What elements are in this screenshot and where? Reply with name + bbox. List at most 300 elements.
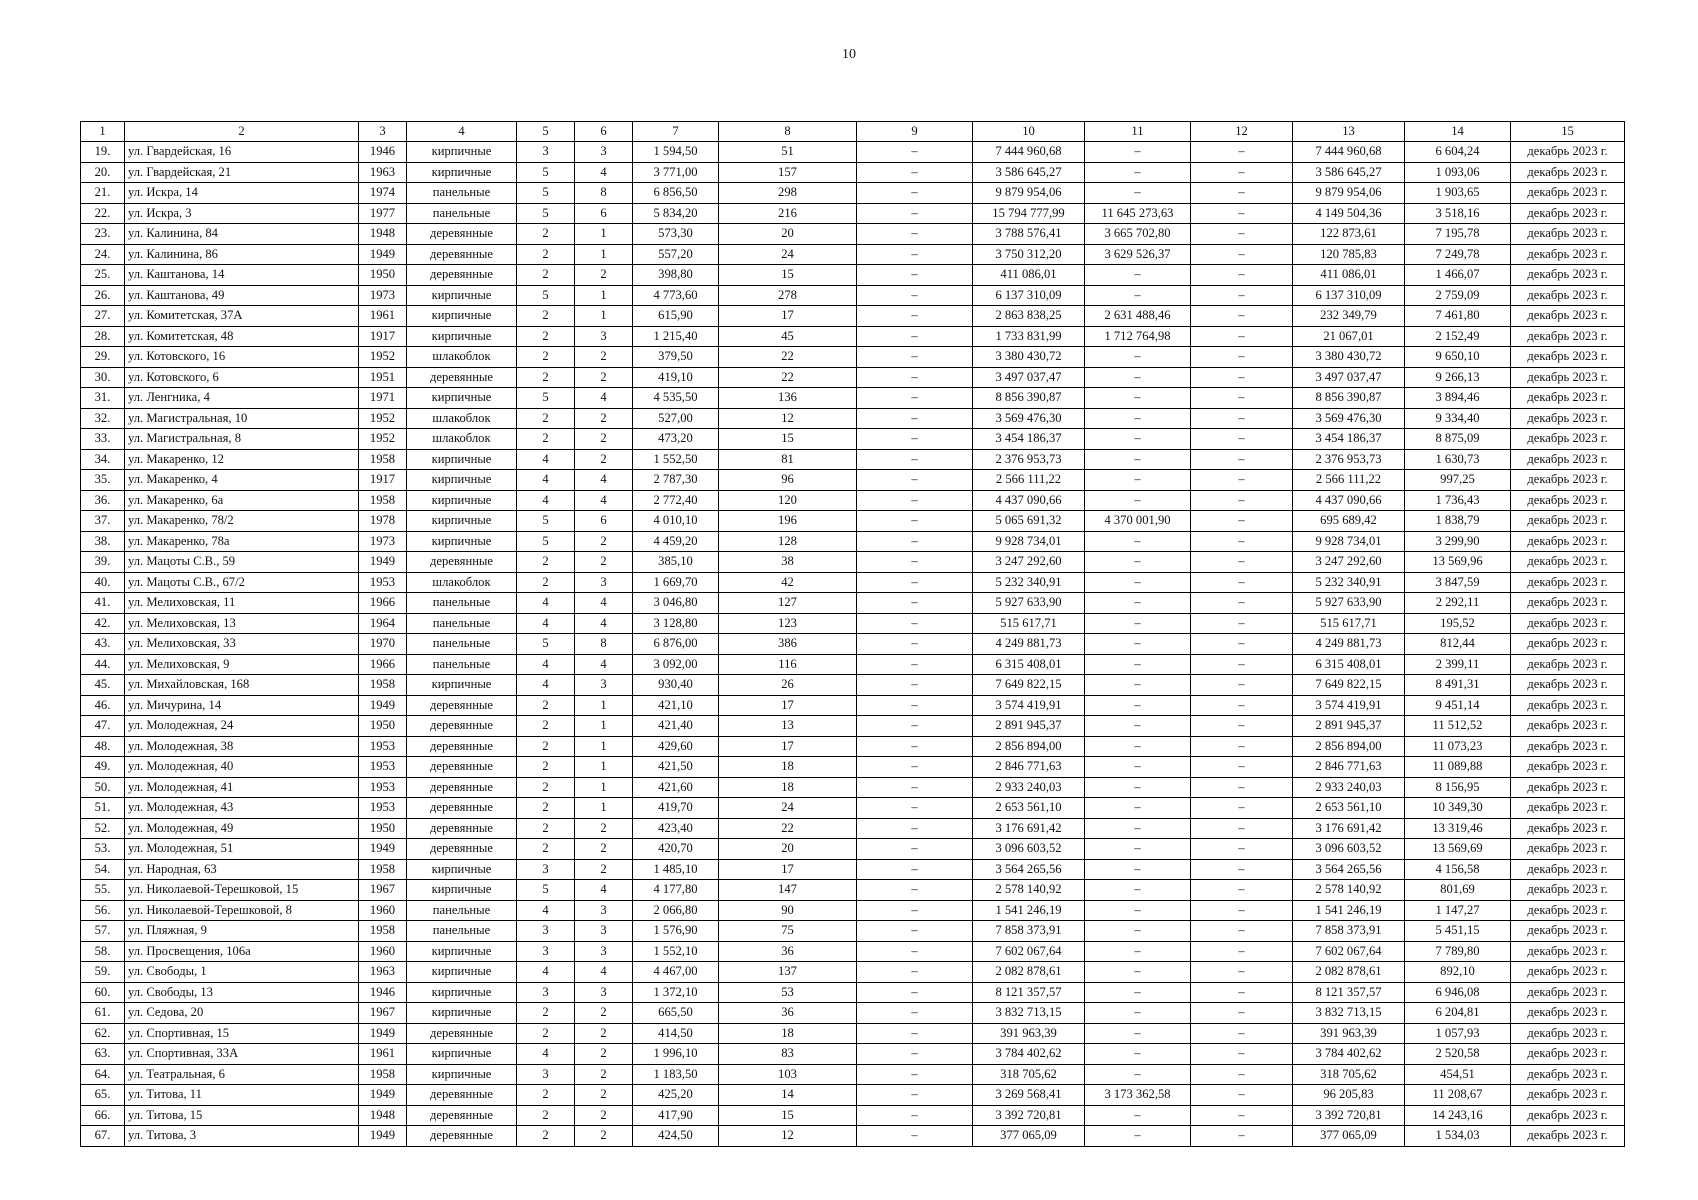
- cell-entrances: 1: [575, 244, 633, 265]
- cell-year-built: 1951: [359, 367, 407, 388]
- cell-col-11: –: [1085, 962, 1191, 983]
- cell-address: ул. Николаевой-Терешковой, 15: [125, 880, 359, 901]
- cell-entrances: 2: [575, 818, 633, 839]
- column-header-11: 11: [1085, 122, 1191, 142]
- cell-total-cost: 377 065,09: [973, 1126, 1085, 1147]
- cell-entrances: 4: [575, 490, 633, 511]
- cell-address: ул. Титова, 3: [125, 1126, 359, 1147]
- cell-col-11: 1 712 764,98: [1085, 326, 1191, 347]
- cell-area: 3 128,80: [633, 613, 719, 634]
- cell-col-11: –: [1085, 921, 1191, 942]
- cell-year-built: 1949: [359, 695, 407, 716]
- table-row: [81, 859, 1625, 880]
- cell-deadline: декабрь 2023 г.: [1511, 736, 1625, 757]
- cell-col-14: 997,25: [1405, 470, 1511, 491]
- cell-row-number: 48.: [81, 736, 125, 757]
- cell-floors: 4: [517, 1044, 575, 1065]
- cell-col-11: –: [1085, 572, 1191, 593]
- cell-col-11: –: [1085, 162, 1191, 183]
- cell-col-12: –: [1191, 593, 1293, 614]
- cell-year-built: 1960: [359, 900, 407, 921]
- table-row: [81, 1064, 1625, 1085]
- cell-col-9: –: [857, 552, 973, 573]
- cell-col-11: –: [1085, 490, 1191, 511]
- cell-col-14: 7 195,78: [1405, 224, 1511, 245]
- cell-deadline: декабрь 2023 г.: [1511, 142, 1625, 163]
- cell-address: ул. Мичурина, 14: [125, 695, 359, 716]
- cell-residents: 15: [719, 1105, 857, 1126]
- cell-residents: 13: [719, 716, 857, 737]
- cell-col-14: 9 334,40: [1405, 408, 1511, 429]
- cell-col-14: 2 152,49: [1405, 326, 1511, 347]
- cell-total-cost: 3 569 476,30: [973, 408, 1085, 429]
- cell-col-13: 3 392 720,81: [1293, 1105, 1405, 1126]
- cell-year-built: 1917: [359, 326, 407, 347]
- cell-col-13: 5 232 340,91: [1293, 572, 1405, 593]
- cell-address: ул. Молодежная, 51: [125, 839, 359, 860]
- table-row: [81, 900, 1625, 921]
- cell-total-cost: 1 541 246,19: [973, 900, 1085, 921]
- cell-area: 4 459,20: [633, 531, 719, 552]
- cell-year-built: 1963: [359, 162, 407, 183]
- cell-residents: 136: [719, 388, 857, 409]
- table-row: [81, 429, 1625, 450]
- cell-wall-material: деревянные: [407, 1126, 517, 1147]
- cell-area: 4 773,60: [633, 285, 719, 306]
- cell-wall-material: кирпичные: [407, 1064, 517, 1085]
- cell-row-number: 63.: [81, 1044, 125, 1065]
- header-row: [81, 122, 1625, 142]
- cell-wall-material: кирпичные: [407, 162, 517, 183]
- cell-col-12: –: [1191, 244, 1293, 265]
- cell-col-14: 1 093,06: [1405, 162, 1511, 183]
- cell-deadline: декабрь 2023 г.: [1511, 326, 1625, 347]
- table-row: [81, 306, 1625, 327]
- cell-entrances: 1: [575, 757, 633, 778]
- cell-address: ул. Котовского, 16: [125, 347, 359, 368]
- cell-total-cost: 6 315 408,01: [973, 654, 1085, 675]
- cell-residents: 51: [719, 142, 857, 163]
- cell-entrances: 2: [575, 1085, 633, 1106]
- cell-floors: 2: [517, 347, 575, 368]
- cell-row-number: 52.: [81, 818, 125, 839]
- table-row: [81, 449, 1625, 470]
- cell-col-11: –: [1085, 613, 1191, 634]
- cell-year-built: 1917: [359, 470, 407, 491]
- cell-entrances: 1: [575, 306, 633, 327]
- cell-floors: 2: [517, 1105, 575, 1126]
- cell-col-11: –: [1085, 716, 1191, 737]
- cell-deadline: декабрь 2023 г.: [1511, 654, 1625, 675]
- cell-floors: 2: [517, 429, 575, 450]
- cell-floors: 3: [517, 142, 575, 163]
- cell-col-11: –: [1085, 470, 1191, 491]
- cell-address: ул. Котовского, 6: [125, 367, 359, 388]
- cell-total-cost: 7 649 822,15: [973, 675, 1085, 696]
- cell-residents: 38: [719, 552, 857, 573]
- cell-col-12: –: [1191, 265, 1293, 286]
- cell-wall-material: кирпичные: [407, 941, 517, 962]
- cell-row-number: 65.: [81, 1085, 125, 1106]
- cell-col-14: 1 630,73: [1405, 449, 1511, 470]
- cell-address: ул. Макаренко, 6а: [125, 490, 359, 511]
- table-row: [81, 285, 1625, 306]
- cell-wall-material: панельные: [407, 183, 517, 204]
- cell-col-12: –: [1191, 1044, 1293, 1065]
- cell-address: ул. Макаренко, 4: [125, 470, 359, 491]
- cell-address: ул. Николаевой-Терешковой, 8: [125, 900, 359, 921]
- cell-total-cost: 2 082 878,61: [973, 962, 1085, 983]
- cell-deadline: декабрь 2023 г.: [1511, 921, 1625, 942]
- cell-col-12: –: [1191, 818, 1293, 839]
- cell-total-cost: 4 437 090,66: [973, 490, 1085, 511]
- cell-total-cost: 7 858 373,91: [973, 921, 1085, 942]
- cell-wall-material: кирпичные: [407, 531, 517, 552]
- cell-address: ул. Гвардейская, 16: [125, 142, 359, 163]
- cell-col-12: –: [1191, 962, 1293, 983]
- cell-entrances: 2: [575, 1064, 633, 1085]
- cell-col-14: 1 534,03: [1405, 1126, 1511, 1147]
- cell-address: ул. Просвещения, 106а: [125, 941, 359, 962]
- cell-address: ул. Молодежная, 41: [125, 777, 359, 798]
- cell-wall-material: кирпичные: [407, 388, 517, 409]
- cell-total-cost: 8 121 357,57: [973, 982, 1085, 1003]
- cell-wall-material: кирпичные: [407, 982, 517, 1003]
- cell-total-cost: 3 380 430,72: [973, 347, 1085, 368]
- cell-wall-material: деревянные: [407, 818, 517, 839]
- cell-year-built: 1958: [359, 675, 407, 696]
- cell-wall-material: панельные: [407, 900, 517, 921]
- cell-floors: 5: [517, 511, 575, 532]
- cell-address: ул. Комитетская, 37А: [125, 306, 359, 327]
- table-row: [81, 921, 1625, 942]
- cell-wall-material: кирпичные: [407, 490, 517, 511]
- cell-col-11: –: [1085, 1105, 1191, 1126]
- cell-area: 421,10: [633, 695, 719, 716]
- cell-col-12: –: [1191, 388, 1293, 409]
- cell-wall-material: шлакоблок: [407, 408, 517, 429]
- cell-col-9: –: [857, 531, 973, 552]
- cell-deadline: декабрь 2023 г.: [1511, 347, 1625, 368]
- cell-area: 385,10: [633, 552, 719, 573]
- cell-wall-material: панельные: [407, 613, 517, 634]
- cell-deadline: декабрь 2023 г.: [1511, 1126, 1625, 1147]
- cell-row-number: 38.: [81, 531, 125, 552]
- cell-col-9: –: [857, 470, 973, 491]
- cell-address: ул. Титова, 11: [125, 1085, 359, 1106]
- cell-residents: 83: [719, 1044, 857, 1065]
- cell-wall-material: кирпичные: [407, 285, 517, 306]
- cell-residents: 298: [719, 183, 857, 204]
- cell-area: 5 834,20: [633, 203, 719, 224]
- column-header-10: 10: [973, 122, 1085, 142]
- column-header-8: 8: [719, 122, 857, 142]
- cell-col-9: –: [857, 1085, 973, 1106]
- cell-col-13: 391 963,39: [1293, 1023, 1405, 1044]
- cell-row-number: 57.: [81, 921, 125, 942]
- cell-year-built: 1966: [359, 654, 407, 675]
- cell-col-12: –: [1191, 449, 1293, 470]
- cell-wall-material: деревянные: [407, 367, 517, 388]
- cell-col-12: –: [1191, 490, 1293, 511]
- cell-deadline: декабрь 2023 г.: [1511, 367, 1625, 388]
- cell-col-14: 6 204,81: [1405, 1003, 1511, 1024]
- cell-row-number: 25.: [81, 265, 125, 286]
- cell-col-13: 8 121 357,57: [1293, 982, 1405, 1003]
- cell-area: 573,30: [633, 224, 719, 245]
- cell-residents: 216: [719, 203, 857, 224]
- cell-entrances: 2: [575, 265, 633, 286]
- table-row: [81, 490, 1625, 511]
- cell-total-cost: 3 497 037,47: [973, 367, 1085, 388]
- cell-deadline: декабрь 2023 г.: [1511, 183, 1625, 204]
- cell-col-13: 3 564 265,56: [1293, 859, 1405, 880]
- cell-floors: 2: [517, 695, 575, 716]
- cell-col-14: 1 147,27: [1405, 900, 1511, 921]
- cell-deadline: декабрь 2023 г.: [1511, 859, 1625, 880]
- cell-col-9: –: [857, 818, 973, 839]
- cell-floors: 3: [517, 982, 575, 1003]
- cell-col-11: –: [1085, 367, 1191, 388]
- cell-entrances: 3: [575, 142, 633, 163]
- cell-col-13: 9 928 734,01: [1293, 531, 1405, 552]
- cell-row-number: 35.: [81, 470, 125, 491]
- cell-col-14: 3 894,46: [1405, 388, 1511, 409]
- cell-col-12: –: [1191, 634, 1293, 655]
- table-row: [81, 203, 1625, 224]
- cell-col-11: –: [1085, 142, 1191, 163]
- table-row: [81, 880, 1625, 901]
- cell-year-built: 1971: [359, 388, 407, 409]
- cell-col-9: –: [857, 859, 973, 880]
- cell-col-9: –: [857, 388, 973, 409]
- cell-col-9: –: [857, 449, 973, 470]
- cell-area: 4 177,80: [633, 880, 719, 901]
- table-row: [81, 716, 1625, 737]
- cell-area: 1 372,10: [633, 982, 719, 1003]
- table-row: [81, 183, 1625, 204]
- cell-col-11: 3 173 362,58: [1085, 1085, 1191, 1106]
- cell-row-number: 49.: [81, 757, 125, 778]
- table-row: [81, 962, 1625, 983]
- cell-address: ул. Пляжная, 9: [125, 921, 359, 942]
- cell-area: 423,40: [633, 818, 719, 839]
- cell-col-12: –: [1191, 1064, 1293, 1085]
- cell-deadline: декабрь 2023 г.: [1511, 716, 1625, 737]
- cell-col-11: –: [1085, 183, 1191, 204]
- cell-year-built: 1973: [359, 531, 407, 552]
- cell-floors: 4: [517, 593, 575, 614]
- cell-area: 1 183,50: [633, 1064, 719, 1085]
- cell-year-built: 1958: [359, 449, 407, 470]
- cell-area: 1 594,50: [633, 142, 719, 163]
- cell-residents: 22: [719, 347, 857, 368]
- cell-col-11: –: [1085, 675, 1191, 696]
- cell-deadline: декабрь 2023 г.: [1511, 839, 1625, 860]
- cell-col-9: –: [857, 1126, 973, 1147]
- cell-col-12: –: [1191, 777, 1293, 798]
- cell-col-14: 3 847,59: [1405, 572, 1511, 593]
- cell-area: 421,60: [633, 777, 719, 798]
- cell-area: 3 092,00: [633, 654, 719, 675]
- cell-deadline: декабрь 2023 г.: [1511, 1105, 1625, 1126]
- cell-year-built: 1946: [359, 142, 407, 163]
- cell-col-13: 377 065,09: [1293, 1126, 1405, 1147]
- cell-deadline: декабрь 2023 г.: [1511, 306, 1625, 327]
- cell-col-13: 515 617,71: [1293, 613, 1405, 634]
- cell-entrances: 4: [575, 880, 633, 901]
- cell-col-11: –: [1085, 798, 1191, 819]
- column-header-14: 14: [1405, 122, 1511, 142]
- cell-col-14: 2 759,09: [1405, 285, 1511, 306]
- cell-col-9: –: [857, 839, 973, 860]
- cell-address: ул. Мацоты С.В., 67/2: [125, 572, 359, 593]
- cell-entrances: 1: [575, 736, 633, 757]
- cell-floors: 4: [517, 613, 575, 634]
- cell-col-13: 3 497 037,47: [1293, 367, 1405, 388]
- cell-total-cost: 3 096 603,52: [973, 839, 1085, 860]
- cell-total-cost: 2 578 140,92: [973, 880, 1085, 901]
- cell-deadline: декабрь 2023 г.: [1511, 1085, 1625, 1106]
- column-header-12: 12: [1191, 122, 1293, 142]
- cell-address: ул. Калинина, 84: [125, 224, 359, 245]
- cell-total-cost: 2 653 561,10: [973, 798, 1085, 819]
- cell-deadline: декабрь 2023 г.: [1511, 408, 1625, 429]
- cell-floors: 4: [517, 470, 575, 491]
- cell-col-9: –: [857, 921, 973, 942]
- cell-deadline: декабрь 2023 г.: [1511, 900, 1625, 921]
- cell-col-11: –: [1085, 818, 1191, 839]
- table-row: [81, 675, 1625, 696]
- cell-col-14: 1 057,93: [1405, 1023, 1511, 1044]
- table-row: [81, 511, 1625, 532]
- cell-wall-material: кирпичные: [407, 470, 517, 491]
- column-header-13: 13: [1293, 122, 1405, 142]
- cell-year-built: 1961: [359, 1044, 407, 1065]
- cell-address: ул. Магистральная, 8: [125, 429, 359, 450]
- cell-residents: 18: [719, 777, 857, 798]
- cell-col-11: –: [1085, 531, 1191, 552]
- cell-address: ул. Титова, 15: [125, 1105, 359, 1126]
- cell-address: ул. Спортивная, 15: [125, 1023, 359, 1044]
- cell-address: ул. Искра, 3: [125, 203, 359, 224]
- cell-wall-material: кирпичные: [407, 511, 517, 532]
- cell-col-12: –: [1191, 142, 1293, 163]
- cell-floors: 3: [517, 941, 575, 962]
- cell-total-cost: 3 832 713,15: [973, 1003, 1085, 1024]
- cell-area: 1 485,10: [633, 859, 719, 880]
- cell-entrances: 6: [575, 203, 633, 224]
- cell-deadline: декабрь 2023 г.: [1511, 572, 1625, 593]
- table-row: [81, 244, 1625, 265]
- cell-row-number: 21.: [81, 183, 125, 204]
- cell-col-12: –: [1191, 203, 1293, 224]
- table-row: [81, 1023, 1625, 1044]
- cell-col-11: –: [1085, 941, 1191, 962]
- cell-year-built: 1953: [359, 757, 407, 778]
- cell-col-13: 3 247 292,60: [1293, 552, 1405, 573]
- cell-col-11: –: [1085, 736, 1191, 757]
- cell-col-13: 5 927 633,90: [1293, 593, 1405, 614]
- cell-col-14: 801,69: [1405, 880, 1511, 901]
- cell-area: 2 772,40: [633, 490, 719, 511]
- cell-area: 1 576,90: [633, 921, 719, 942]
- column-header-3: 3: [359, 122, 407, 142]
- cell-row-number: 31.: [81, 388, 125, 409]
- cell-col-12: –: [1191, 941, 1293, 962]
- cell-address: ул. Искра, 14: [125, 183, 359, 204]
- cell-deadline: декабрь 2023 г.: [1511, 244, 1625, 265]
- cell-address: ул. Мелиховская, 11: [125, 593, 359, 614]
- table-row: [81, 695, 1625, 716]
- cell-col-9: –: [857, 777, 973, 798]
- cell-year-built: 1948: [359, 224, 407, 245]
- column-header-7: 7: [633, 122, 719, 142]
- cell-col-13: 96 205,83: [1293, 1085, 1405, 1106]
- cell-row-number: 47.: [81, 716, 125, 737]
- column-header-4: 4: [407, 122, 517, 142]
- cell-col-11: –: [1085, 982, 1191, 1003]
- cell-col-11: –: [1085, 1064, 1191, 1085]
- cell-deadline: декабрь 2023 г.: [1511, 675, 1625, 696]
- cell-col-12: –: [1191, 531, 1293, 552]
- cell-total-cost: 391 963,39: [973, 1023, 1085, 1044]
- cell-wall-material: деревянные: [407, 1085, 517, 1106]
- cell-address: ул. Молодежная, 49: [125, 818, 359, 839]
- cell-col-11: –: [1085, 552, 1191, 573]
- cell-col-11: –: [1085, 880, 1191, 901]
- cell-col-14: 195,52: [1405, 613, 1511, 634]
- cell-col-13: 2 082 878,61: [1293, 962, 1405, 983]
- cell-year-built: 1950: [359, 818, 407, 839]
- table-row: [81, 818, 1625, 839]
- cell-residents: 123: [719, 613, 857, 634]
- cell-address: ул. Молодежная, 24: [125, 716, 359, 737]
- cell-floors: 4: [517, 449, 575, 470]
- table-row: [81, 634, 1625, 655]
- cell-year-built: 1958: [359, 859, 407, 880]
- cell-total-cost: 3 247 292,60: [973, 552, 1085, 573]
- cell-wall-material: деревянные: [407, 757, 517, 778]
- cell-wall-material: шлакоблок: [407, 429, 517, 450]
- cell-col-9: –: [857, 408, 973, 429]
- cell-entrances: 4: [575, 962, 633, 983]
- cell-year-built: 1953: [359, 777, 407, 798]
- cell-deadline: декабрь 2023 г.: [1511, 880, 1625, 901]
- cell-entrances: 4: [575, 654, 633, 675]
- cell-col-11: 4 370 001,90: [1085, 511, 1191, 532]
- cell-area: 473,20: [633, 429, 719, 450]
- cell-address: ул. Седова, 20: [125, 1003, 359, 1024]
- cell-total-cost: 2 566 111,22: [973, 470, 1085, 491]
- cell-col-12: –: [1191, 367, 1293, 388]
- cell-floors: 2: [517, 818, 575, 839]
- cell-col-12: –: [1191, 306, 1293, 327]
- cell-col-14: 8 491,31: [1405, 675, 1511, 696]
- cell-col-9: –: [857, 429, 973, 450]
- cell-year-built: 1958: [359, 1064, 407, 1085]
- cell-entrances: 1: [575, 224, 633, 245]
- cell-area: 4 467,00: [633, 962, 719, 983]
- cell-residents: 116: [719, 654, 857, 675]
- cell-deadline: декабрь 2023 г.: [1511, 757, 1625, 778]
- table-row: [81, 265, 1625, 286]
- cell-col-9: –: [857, 675, 973, 696]
- cell-col-11: –: [1085, 429, 1191, 450]
- cell-wall-material: деревянные: [407, 695, 517, 716]
- cell-floors: 2: [517, 798, 575, 819]
- cell-entrances: 4: [575, 613, 633, 634]
